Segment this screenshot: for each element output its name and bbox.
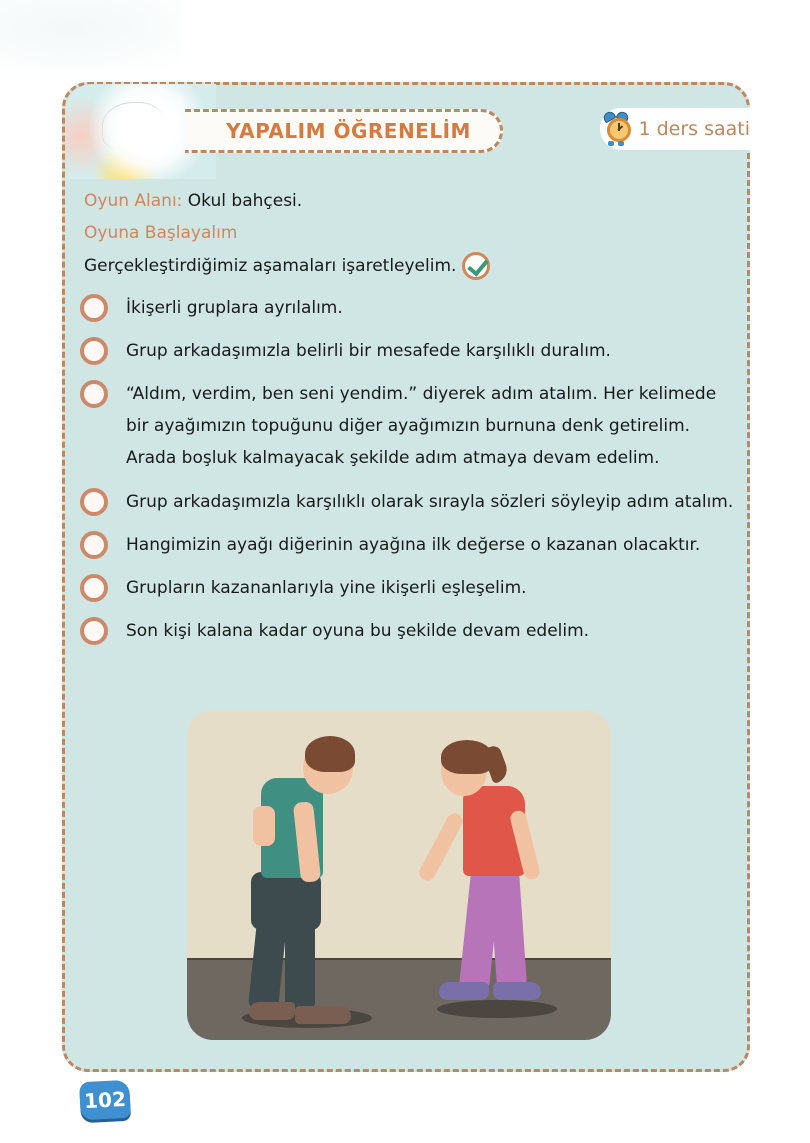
step-text: İkişerli gruplara ayrılalım. [126, 298, 343, 318]
step-checkbox[interactable] [80, 574, 108, 602]
children-game-illustration [187, 710, 611, 1040]
step-text: “Aldım, verdim, ben seni yendim.” diyerek adım atalım. Her kelimede bir ayağımızın topuğunu diğer ayağımızın burnuna denk getirelim. Arada boşluk kalmayacak şekilde adım atmaya devam edelim. [126, 384, 717, 468]
steps-checklist [78, 292, 738, 647]
step-checkbox[interactable] [80, 531, 108, 559]
step-text: Grup arkadaşımızla belirli bir mesafede karşılıklı duralım. [126, 341, 611, 361]
instruction-line [84, 250, 734, 282]
checklist-item [78, 378, 738, 474]
top-background-haze [0, 0, 180, 68]
step-checkbox[interactable] [80, 617, 108, 645]
checklist-item [78, 615, 738, 647]
section-title: YAPALIM ÖĞRENELİM [226, 119, 471, 143]
checklist-item [78, 335, 738, 367]
section-heading: Oyuna Başlayalım [84, 223, 238, 243]
boy-figure [187, 710, 387, 1040]
game-area-value: Okul bahçesi. [187, 191, 303, 211]
step-checkbox[interactable] [80, 380, 108, 408]
game-area-label: Oyun Alanı: [84, 191, 183, 211]
page-number: 102 [83, 1086, 127, 1114]
duration-label: 1 ders saati [638, 118, 750, 140]
checklist-item [78, 529, 738, 561]
page-number-badge [79, 1080, 131, 1121]
checklist-item [78, 486, 738, 518]
step-text: Hangimizin ayağı diğerinin ayağına ilk değerse o kazanan olacaktır. [126, 535, 701, 555]
step-checkbox[interactable] [80, 488, 108, 516]
checklist-item [78, 572, 738, 604]
intro-content [84, 186, 734, 282]
step-text: Son kişi kalana kadar oyuna bu şekilde devam edelim. [126, 621, 590, 641]
step-checkbox[interactable] [80, 337, 108, 365]
game-area-line [84, 186, 734, 216]
step-text: Grup arkadaşımızla karşılıklı olarak sırayla sözleri söyleyip adım atalım. [126, 492, 734, 512]
step-text: Grupların kazananlarıyla yine ikişerli eşleşelim. [126, 578, 527, 598]
checklist-item [78, 292, 738, 324]
section-title-banner [185, 109, 503, 153]
duration-badge [600, 108, 750, 150]
step-checkbox[interactable] [80, 294, 108, 322]
checkmark-circle-icon [462, 252, 490, 280]
alarm-clock-icon [602, 112, 630, 146]
sketch-decoration [102, 102, 164, 150]
instruction-text: Gerçekleştirdiğimiz aşamaları işaretleyelim. [84, 256, 457, 276]
girl-figure [407, 710, 607, 1040]
